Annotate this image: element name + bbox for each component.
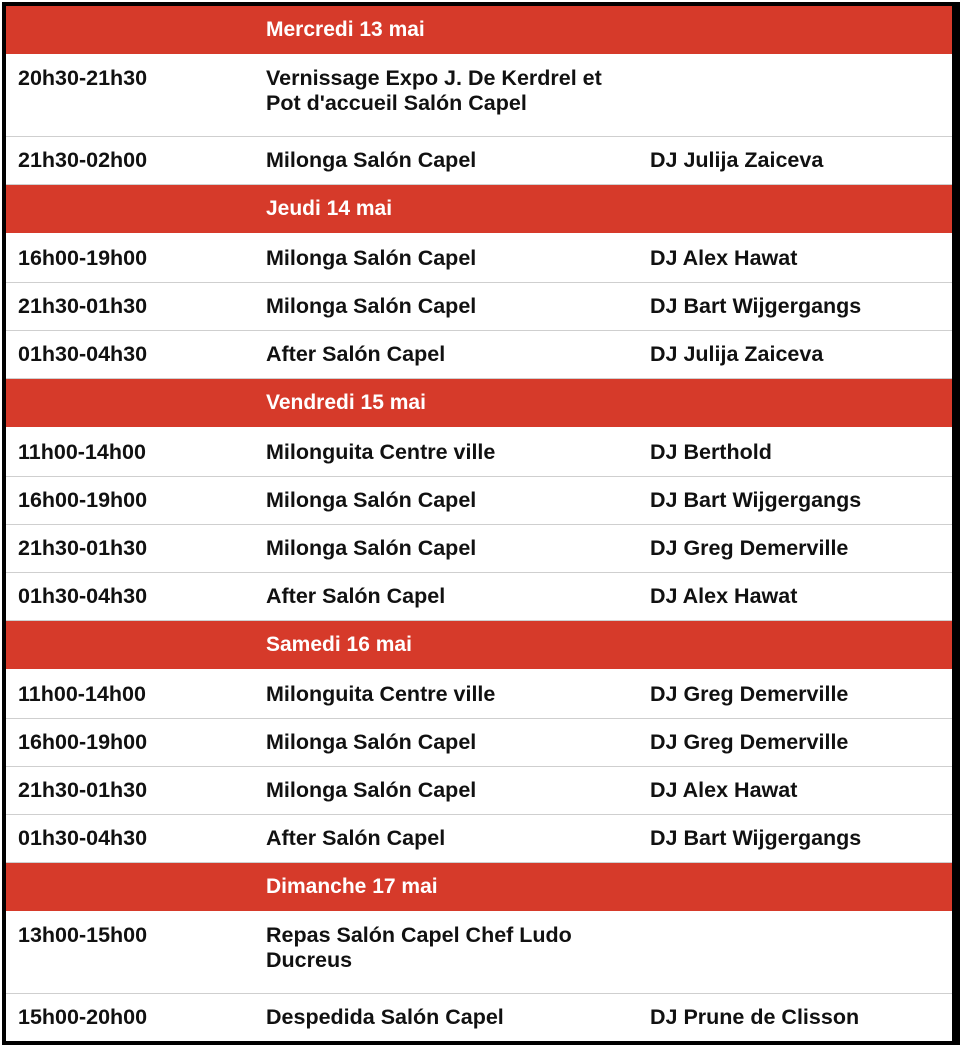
event-name: Milonguita Centre ville (257, 428, 642, 477)
event-row (6, 525, 952, 573)
event-time: 21h30-01h30 (6, 283, 257, 331)
event-row (6, 283, 952, 331)
event-dj: DJ Greg Demerville (642, 670, 952, 719)
event-dj: DJ Greg Demerville (642, 525, 952, 573)
event-dj: DJ Alex Hawat (642, 573, 952, 621)
event-time: 16h00-19h00 (6, 234, 257, 283)
event-time: 11h00-14h00 (6, 428, 257, 477)
day-header-spacer (6, 6, 257, 55)
day-header-row (6, 863, 952, 913)
day-label: Samedi 16 mai (257, 621, 952, 671)
day-label: Vendredi 15 mai (257, 379, 952, 429)
event-time: 11h00-14h00 (6, 670, 257, 719)
event-row (6, 477, 952, 525)
event-time: 01h30-04h30 (6, 573, 257, 621)
event-dj: DJ Alex Hawat (642, 234, 952, 283)
day-header-row (6, 6, 952, 55)
event-name: Vernissage Expo J. De Kerdrel et Pot d'accueil Salón Capel (257, 55, 642, 137)
event-name: Milonga Salón Capel (257, 283, 642, 331)
event-dj (642, 912, 952, 994)
event-row (6, 767, 952, 815)
day-header-row (6, 621, 952, 671)
event-row (6, 573, 952, 621)
event-row (6, 428, 952, 477)
day-header-row (6, 379, 952, 429)
event-dj: DJ Bart Wijgergangs (642, 477, 952, 525)
event-dj: DJ Julija Zaiceva (642, 331, 952, 379)
event-name: Milonga Salón Capel (257, 477, 642, 525)
event-row (6, 994, 952, 1042)
event-name: Despedida Salón Capel (266, 1005, 504, 1029)
day-label: Jeudi 14 mai (257, 185, 952, 235)
event-time: 20h30-21h30 (6, 55, 257, 137)
event-row (6, 137, 952, 185)
day-label: Mercredi 13 mai (257, 6, 952, 55)
event-dj: DJ Alex Hawat (642, 767, 952, 815)
day-header-spacer (6, 621, 257, 671)
event-time: 15h00-20h00 (18, 1005, 148, 1029)
event-dj: DJ Prune de Clisson (650, 1005, 860, 1029)
event-dj: DJ Berthold (642, 428, 952, 477)
schedule-table (6, 6, 952, 1041)
event-dj (642, 55, 952, 137)
event-row (6, 912, 952, 994)
event-name: Milonga Salón Capel (257, 137, 642, 185)
event-dj: DJ Greg Demerville (642, 719, 952, 767)
day-header-spacer (6, 863, 257, 913)
event-time: 21h30-01h30 (6, 525, 257, 573)
schedule-body (6, 6, 952, 1041)
event-name: After Salón Capel (257, 573, 642, 621)
event-time: 21h30-01h30 (6, 767, 257, 815)
event-name: Milonga Salón Capel (257, 525, 642, 573)
event-name: Repas Salón Capel Chef Ludo Ducreus (257, 912, 642, 994)
event-name: Milonga Salón Capel (257, 719, 642, 767)
event-name: Milonguita Centre ville (257, 670, 642, 719)
event-row (6, 55, 952, 137)
day-header-row (6, 185, 952, 235)
event-time: 01h30-04h30 (6, 331, 257, 379)
day-header-spacer (6, 379, 257, 429)
event-row (6, 331, 952, 379)
event-dj: DJ Bart Wijgergangs (642, 283, 952, 331)
event-name: Milonga Salón Capel (257, 234, 642, 283)
event-name: After Salón Capel (257, 331, 642, 379)
event-row (6, 719, 952, 767)
event-name: Milonga Salón Capel (257, 767, 642, 815)
event-time: 21h30-02h00 (6, 137, 257, 185)
event-time: 13h00-15h00 (6, 912, 257, 994)
event-time: 16h00-19h00 (6, 719, 257, 767)
event-row (6, 815, 952, 863)
event-name: After Salón Capel (257, 815, 642, 863)
event-dj: DJ Bart Wijgergangs (642, 815, 952, 863)
event-row (6, 234, 952, 283)
day-label: Dimanche 17 mai (257, 863, 952, 913)
event-row (6, 670, 952, 719)
event-dj: DJ Julija Zaiceva (642, 137, 952, 185)
day-header-spacer (6, 185, 257, 235)
schedule-table-frame (2, 2, 960, 1045)
event-time: 01h30-04h30 (6, 815, 257, 863)
event-time: 16h00-19h00 (6, 477, 257, 525)
